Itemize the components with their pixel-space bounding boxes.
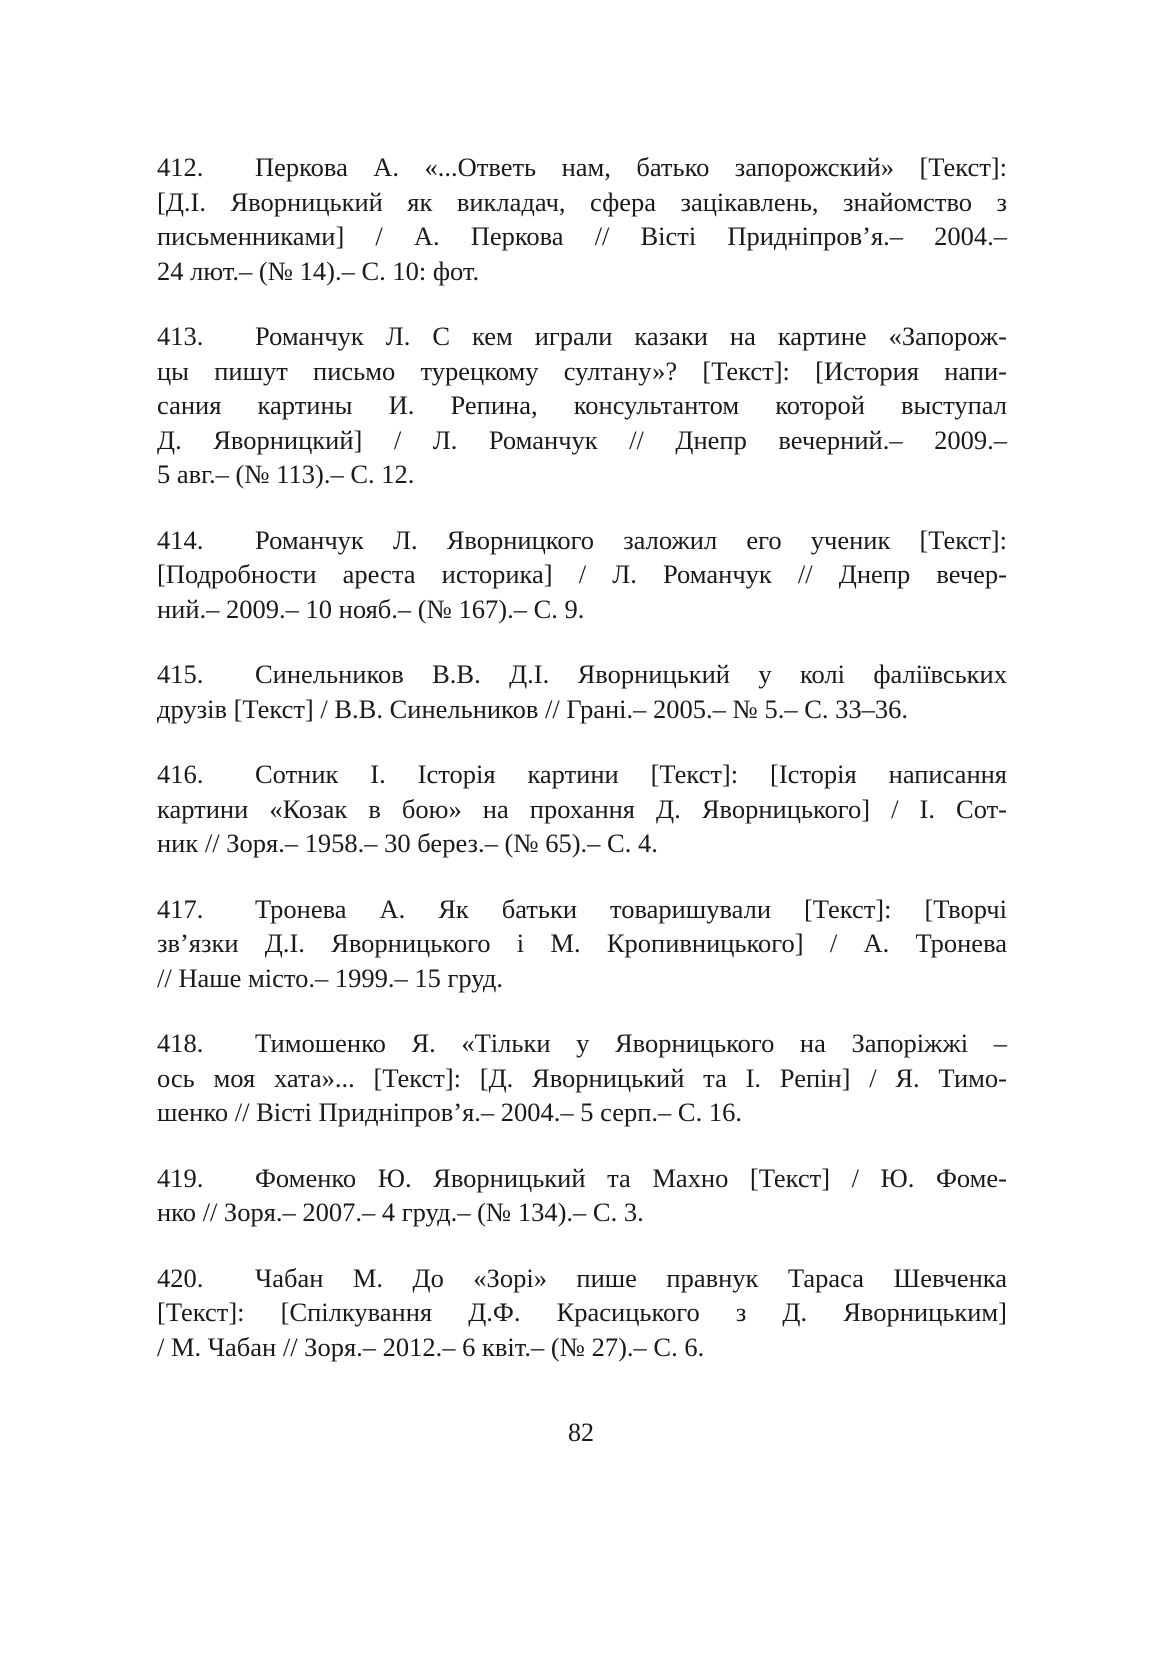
entry-number: 416. [157, 759, 204, 789]
entry-line: 5 авг.– (№ 113).– С. 12. [157, 459, 415, 489]
entry-number: 418. [157, 1028, 204, 1058]
entry-line: цы пишут письмо турецкому султану»? [Текст]: [История напи- [157, 355, 1007, 386]
entry-line: Романчук Л. Яворницкого заложил его ученик [Текст]: [255, 524, 1007, 555]
entry-line: сания картины И. Репина, консультантом которой выступал [157, 390, 1007, 420]
entry-line: Синельников В.В. Д.І. Яворницький у колі фаліївських [255, 659, 1007, 689]
bibliography-entry-417 [157, 892, 1007, 996]
entry-line: [Д.І. Яворницький як викладач, сфера зацікавлень, знайомство з [157, 186, 1007, 217]
entry-line: 24 лют.– (№ 14).– С. 10: фот. [157, 255, 480, 286]
entry-line: Тронева А. Як батьки товаришували [Текст]: [Творчі [255, 893, 1007, 924]
entry-line: ось моя хата»... [Текст]: [Д. Яворницький та І. Репін] / Я. Тимо- [157, 1062, 1007, 1093]
entry-line: [Подробности ареста историка] / Л. Романчук // Днепр вечер- [157, 559, 1007, 589]
entry-number: 414. [157, 524, 204, 555]
entry-line: Тимошенко Я. «Тільки у Яворницького на Запоріжжі – [255, 1028, 1007, 1058]
entry-number: 417. [157, 893, 204, 924]
entry-line: письменниками] / А. Перкова // Вісті Придніпров’я.– 2004.– [157, 221, 1007, 251]
entry-line: шенко // Вісті Придніпров’я.– 2004.– 5 серп.– С. 16. [157, 1097, 742, 1127]
entry-line: // Наше місто.– 1999.– 15 груд. [157, 962, 504, 993]
entry-number: 420. [157, 1262, 204, 1293]
entry-line: / М. Чабан // Зоря.– 2012.– 6 квіт.– (№ 27).– С. 6. [157, 1331, 705, 1362]
entry-line: Фоменко Ю. Яворницький та Махно [Текст] / Ю. Фоме- [255, 1162, 1007, 1193]
entry-line: Перкова А. «...Ответь нам, батько запорожский» [Текст]: [255, 152, 1007, 182]
entry-line: Романчук Л. С кем играли казаки на картине «Запорож- [255, 321, 1007, 351]
entry-line: [Текст]: [Спілкування Д.Ф. Красицького з Д. Яворницьким] [157, 1297, 1007, 1327]
entry-line: зв’язки Д.І. Яворницького і М. Кропивницького] / А. Тронева [157, 928, 1007, 958]
page-number: 82 [568, 1418, 594, 1447]
bibliography-entry-418 [157, 1026, 1007, 1130]
bibliography-list [157, 150, 1007, 1395]
bibliography-entry-415 [157, 657, 1007, 726]
bibliography-entry-419 [157, 1161, 1007, 1230]
entry-line: картини «Козак в бою» на прохання Д. Яворницького] / І. Сот- [157, 793, 1007, 824]
entry-line: друзів [Текст] / В.В. Синельников // Грані.– 2005.– № 5.– С. 33–36. [157, 693, 908, 724]
entry-number: 415. [157, 659, 204, 689]
bibliography-entry-414 [157, 523, 1007, 627]
entry-line: нко // Зоря.– 2007.– 4 груд.– (№ 134).– С. 3. [157, 1197, 644, 1227]
entry-line: Чабан М. До «Зорі» пише правнук Тараса Шевченка [255, 1262, 1007, 1293]
entry-number: 413. [157, 321, 204, 351]
bibliography-entry-412 [157, 150, 1007, 288]
bibliography-entry-416 [157, 757, 1007, 861]
entry-line: Д. Яворницкий] / Л. Романчук // Днепр вечерний.– 2009.– [157, 424, 1007, 455]
entry-number: 412. [157, 152, 204, 182]
bibliography-entry-413 [157, 319, 1007, 492]
entry-number: 419. [157, 1162, 204, 1193]
entry-line: ник // Зоря.– 1958.– 30 берез.– (№ 65).– С. 4. [157, 828, 658, 858]
entry-line: ний.– 2009.– 10 нояб.– (№ 167).– С. 9. [157, 593, 585, 624]
entry-line: Сотник І. Історія картини [Текст]: [Історія написання [255, 759, 1007, 789]
bibliography-entry-420 [157, 1261, 1007, 1365]
